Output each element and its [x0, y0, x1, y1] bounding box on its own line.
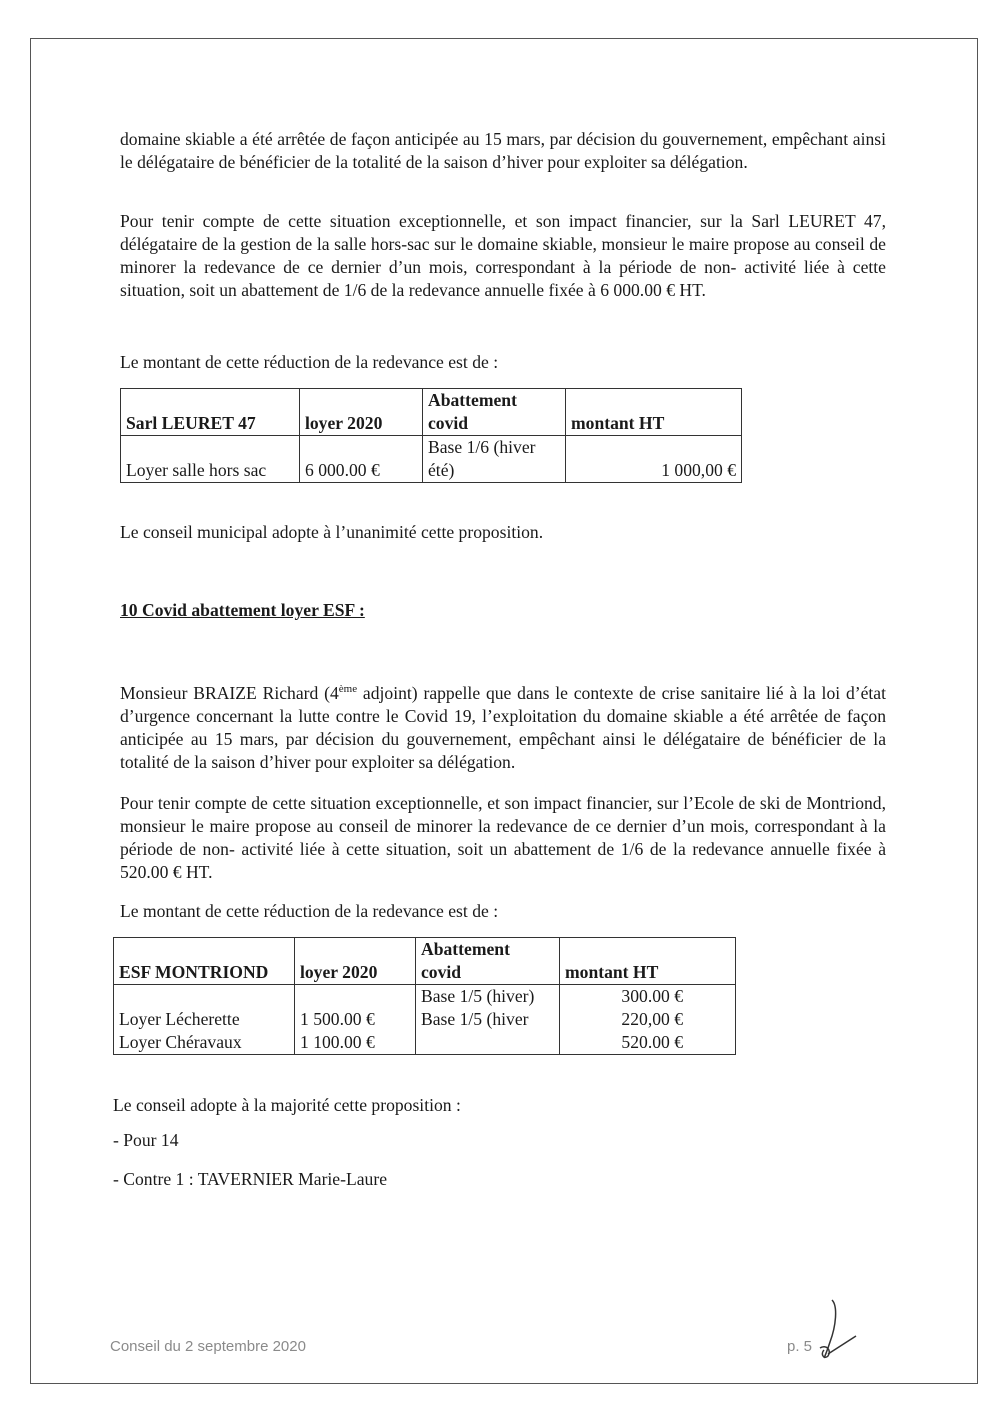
cell-line: 300.00 € — [621, 986, 683, 1006]
cell-line: Base 1/5 (hiver — [421, 1009, 529, 1029]
table-row — [121, 436, 742, 483]
intro-paragraph-3: Le montant de cette réduction de la redevance est de : — [120, 352, 499, 372]
intro-paragraph-1: domaine skiable a été arrêtée de façon anticipée au 15 mars, par décision du gouvernement, empêchant ainsi le délégataire de bénéficier de la totalité de la saison d’hiver pour exploiter sa délégation. — [120, 129, 886, 172]
table-esf — [113, 937, 736, 1055]
table-cell: 6 000.00 € — [300, 436, 423, 483]
table-header-cell: Abattement covid — [423, 389, 566, 436]
cell-line — [295, 985, 415, 1008]
intro-paragraph-2: Pour tenir compte de cette situation exceptionnelle, et son impact financier, sur la Sarl LEURET 47, délégataire de la gestion de la salle hors-sac sur le domaine skiable, monsieur le maire propose au conseil de minorer la redevance de ce dernier d’un mois, correspondant à la période de non- activité liée à cette situation, soit un abattement de 1/6 de la redevance annuelle fixée à 6 000.00 € HT. — [120, 211, 886, 300]
table-cell: 1 000,00 € — [566, 436, 742, 483]
table-header-cell: ESF MONTRIOND — [114, 938, 295, 985]
table-header-cell: montant HT — [560, 938, 736, 985]
table-header-cell: loyer 2020 — [295, 938, 416, 985]
table-leuret — [120, 388, 742, 483]
table-header-cell: montant HT — [566, 389, 742, 436]
footer-meeting-date: Conseil du 2 septembre 2020 — [110, 1338, 306, 1355]
vote-pour: - Pour 14 — [113, 1130, 179, 1150]
cell-line: Loyer Lécherette — [119, 1009, 240, 1029]
cell-line: 1 100.00 € — [300, 1032, 375, 1052]
cell-line: 220,00 € — [621, 1009, 683, 1029]
cell-line: 520.00 € — [621, 1032, 683, 1052]
section-paragraph-2: Pour tenir compte de cette situation exceptionnelle, et son impact financier, sur l’Ecole de ski de Montriond, monsieur le maire propose au conseil de minorer la redevance de ce dernier d’un mois, correspondant à la période de non- activité liée à cette situation, soit un abattement de 1/6 de la redevance annuelle fixée à 520.00 € HT. — [120, 793, 886, 882]
section-paragraph-1 — [120, 678, 886, 774]
table-cell — [295, 985, 416, 1055]
cell-line: 1 500.00 € — [300, 1009, 375, 1029]
vote-intro: Le conseil adopte à la majorité cette proposition : — [113, 1095, 461, 1115]
table-cell: Base 1/6 (hiver été) — [423, 436, 566, 483]
cell-line: Base 1/5 (hiver) — [421, 986, 535, 1006]
page-number: p. 5 — [787, 1338, 813, 1355]
cell-line: Loyer Chéravaux — [119, 1032, 242, 1052]
section-paragraph-3: Le montant de cette réduction de la redevance est de : — [120, 901, 499, 921]
section-heading: 10 Covid abattement loyer ESF : — [120, 600, 365, 620]
table-cell — [560, 985, 736, 1055]
table-header-cell: Sarl LEURET 47 — [121, 389, 300, 436]
table-header-row — [121, 389, 742, 436]
text-run: adjoint) rappelle que dans le contexte de crise sanitaire lié à la loi d’état d’urgence concernant la lutte contre le Covid 19, l’exploitation du domaine skiable a été arrêtée de façon anticipée au 15 mars, par décision du gouvernement, empêchant ainsi le délégataire de bénéficier de la totalité de la saison d’hiver pour exploiter sa délégation. — [120, 682, 887, 772]
conclusion-unanimity: Le conseil municipal adopte à l’unanimité cette proposition. — [120, 522, 544, 542]
signature-mark — [808, 1296, 868, 1366]
table-cell: Loyer salle hors sac — [121, 436, 300, 483]
text-run: Monsieur BRAIZE Richard (4 — [120, 682, 339, 703]
superscript: ème — [338, 683, 358, 695]
vote-contre: - Contre 1 : TAVERNIER Marie-Laure — [113, 1169, 387, 1189]
table-header-cell: loyer 2020 — [300, 389, 423, 436]
table-header-row — [114, 938, 736, 985]
table-header-cell: Abattement covid — [416, 938, 560, 985]
table-cell — [114, 985, 295, 1055]
cell-line — [416, 1031, 559, 1054]
cell-line — [114, 985, 294, 1008]
table-cell — [416, 985, 560, 1055]
